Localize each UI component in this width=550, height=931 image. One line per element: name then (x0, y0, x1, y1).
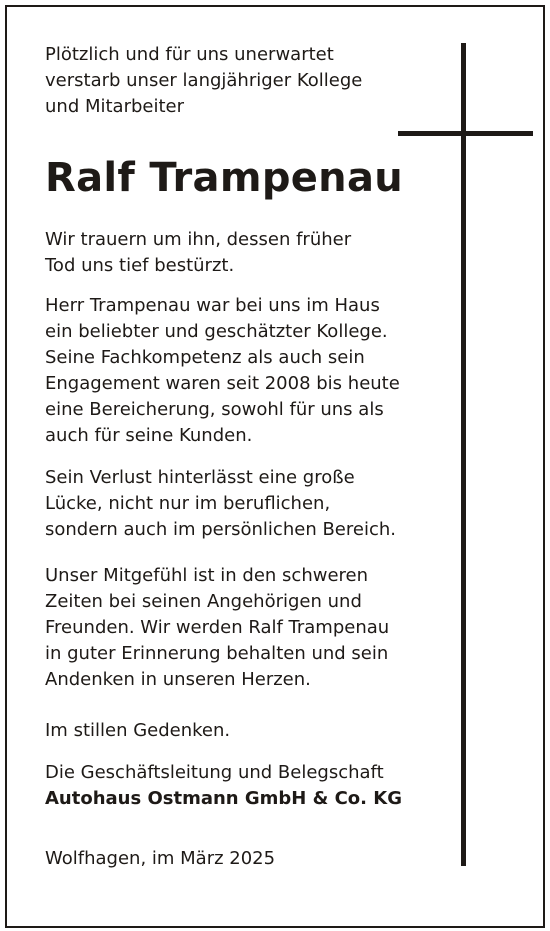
closing-text: Im stillen Gedenken. (45, 720, 231, 741)
paragraph-tribute (45, 293, 445, 449)
intro-line: Plötzlich und für uns unerwartet (45, 44, 334, 65)
intro-line: und Mitarbeiter (45, 96, 185, 117)
paragraph-loss (45, 465, 445, 543)
company-name: Autohaus Ostmann GmbH & Co. KG (45, 788, 403, 809)
paragraph-line: Lücke, nicht nur im beruflichen, (45, 493, 331, 514)
paragraph-line: Tod uns tief bestürzt. (45, 255, 235, 276)
paragraph-line: Seine Fachkompetenz als auch sein (45, 347, 365, 368)
paragraph-line: Andenken in unseren Herzen. (45, 669, 311, 690)
paragraph-line: Unser Mitgefühl ist in den schweren (45, 565, 369, 586)
paragraph-line: Zeiten bei seinen Angehörigen und (45, 591, 362, 612)
cross-vertical-bar (461, 43, 466, 866)
paragraph-line: ein beliebter und geschätzter Kollege. (45, 321, 388, 342)
paragraph-line: Freunden. Wir werden Ralf Trampenau (45, 617, 390, 638)
paragraph-grief (45, 227, 445, 279)
paragraph-line: eine Bereicherung, sowohl für uns als (45, 399, 384, 420)
paragraph-line: Engagement waren seit 2008 bis heute (45, 373, 400, 394)
paragraph-line: sondern auch im persönlichen Bereich. (45, 519, 396, 540)
paragraph-line: Sein Verlust hinterlässt eine große (45, 467, 355, 488)
paragraph-line: in guter Erinnerung behalten und sein (45, 643, 389, 664)
paragraph-sympathy (45, 563, 445, 693)
intro-line: verstarb unser langjähriger Kollege (45, 70, 363, 91)
paragraph-line: auch für seine Kunden. (45, 425, 253, 446)
signature-block (45, 760, 445, 812)
place-date: Wolfhagen, im März 2025 (45, 848, 276, 869)
signers-text: Die Geschäftsleitung und Belegschaft (45, 762, 384, 783)
cross-horizontal-bar (398, 131, 533, 136)
intro-text (45, 42, 405, 120)
paragraph-line: Herr Trampenau war bei uns im Haus (45, 295, 380, 316)
deceased-name: Ralf Trampenau (45, 155, 404, 201)
paragraph-line: Wir trauern um ihn, dessen früher (45, 229, 352, 250)
